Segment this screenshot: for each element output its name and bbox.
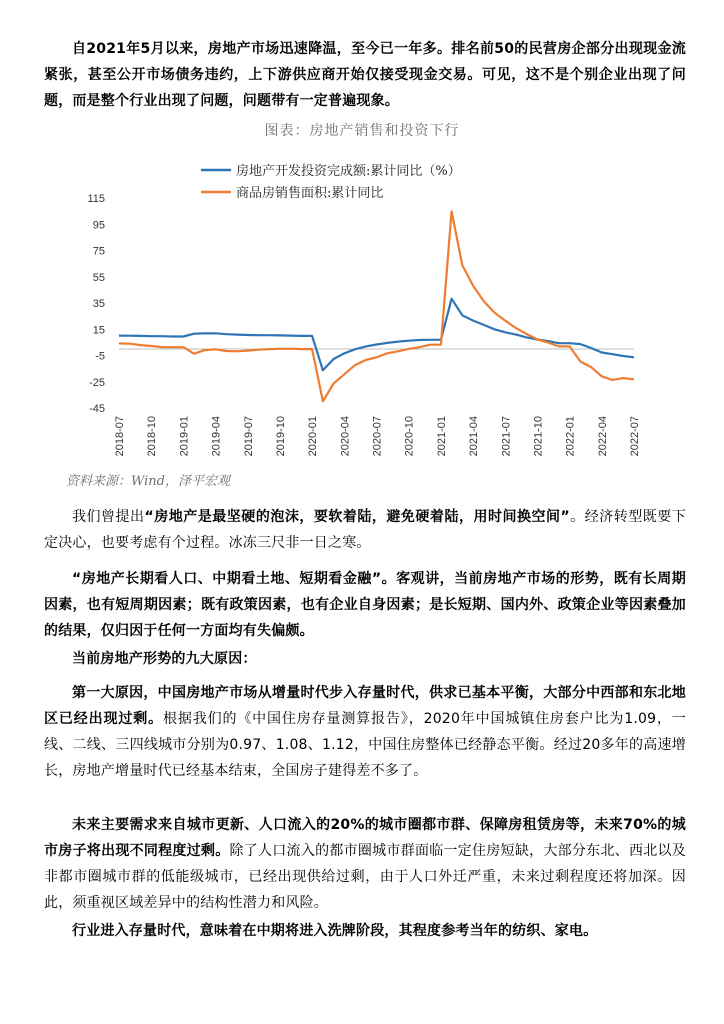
future-demand-paragraph bbox=[44, 812, 686, 916]
y-tick-label: -45 bbox=[89, 403, 105, 415]
x-tick-label: 2021-07 bbox=[500, 416, 513, 457]
y-tick-label: 55 bbox=[92, 271, 105, 284]
y-tick-label: 35 bbox=[92, 298, 105, 310]
reason-one-body-text: 根据我们的《中国住房存量测算报告》，2020年中国城镇住房套户比为1.09，一线、二线、三四线城市分别为0.97、1.08、1.12，中国住房整体已经静态平衡。经过20多年的高速增长，房地产增量时代已经基本结束，全国房子建得差不多了。 bbox=[44, 711, 686, 779]
reason-one-bold-text: 第一大原因，中国房地产市场从增量时代步入存量时代，供求已基本平衡，大部分中西部和东北地区已经出现过剩。 bbox=[44, 685, 686, 727]
x-tick-label: 2022-01 bbox=[564, 416, 577, 457]
x-tick-label: 2021-10 bbox=[532, 416, 545, 457]
x-tick-label: 2020-01 bbox=[307, 416, 320, 457]
figure-source: 资料来源：Wind，泽平宏观 bbox=[66, 474, 230, 489]
x-tick-label: 2018-07 bbox=[114, 416, 126, 457]
intro-paragraph: 自2021年5月以来，房地产市场迅速降温，至今已一年多。排名前50的民营房企部分出现现金流紧张，甚至公开市场债务违约，上下游供应商开始仅接受现金交易。可见，这不是个别企业出现了问题，而是整个行业出现了问题，问题带有一定普遍现象。 bbox=[44, 41, 686, 109]
y-tick-label: -5 bbox=[95, 350, 105, 363]
x-tick-label: 2020-10 bbox=[403, 416, 416, 457]
x-tick-label: 2019-10 bbox=[274, 416, 287, 457]
nine-reasons-heading: 当前房地产形势的九大原因： bbox=[72, 651, 257, 667]
future-demand-bold-text: 未来主要需求来自城市更新、人口流入的20%的城市圈都市群、保障房租赁房等，未来70%的城市房子将出现不同程度过剩。 bbox=[44, 817, 686, 859]
x-tick-label: 2019-01 bbox=[178, 416, 191, 457]
quote-intro-text: 我们曾提出 bbox=[72, 509, 145, 525]
line-chart bbox=[56, 148, 656, 468]
legend-label: 房地产开发投资完成额:累计同比（%） bbox=[236, 164, 461, 179]
x-tick-label: 2020-07 bbox=[371, 416, 384, 457]
y-tick-label: 15 bbox=[92, 324, 105, 337]
x-tick-label: 2021-01 bbox=[435, 416, 448, 457]
y-tick-label: 75 bbox=[92, 245, 105, 258]
x-tick-label: 2022-04 bbox=[596, 416, 609, 457]
series-line-1 bbox=[119, 299, 634, 371]
series-line-2 bbox=[119, 211, 634, 401]
y-tick-label: -25 bbox=[89, 376, 105, 389]
x-tick-label: 2020-04 bbox=[339, 416, 352, 457]
stock-era-paragraph: 行业进入存量时代，意味着在中期将进入洗牌阶段，其程度参考当年的纺织、家电。 bbox=[72, 923, 598, 939]
legend-label: 商品房销售面积:累计同比 bbox=[236, 186, 384, 201]
future-demand-body-text: 除了人口流入的都市圈城市群面临一定住房短缺，大部分东北、西北以及非都市圈城市群的低能级城市，已经出现供给过剩，由于人口外迁严重，未来过剩程度还将加深。因此，须重视区域差异中的结构性潜力和风险。 bbox=[44, 843, 686, 911]
x-tick-label: 2021-04 bbox=[468, 416, 481, 457]
quote-rest-text: 。经济转型既要下定决心，也要考虑有个过程。冰冻三尺非一日之寒。 bbox=[44, 509, 686, 551]
quote-bold-text: “房地产是最坚硬的泡沫，要软着陆，避免硬着陆，用时间换空间” bbox=[144, 509, 570, 525]
analysis-paragraph: “房地产长期看人口、中期看土地、短期看金融”。客观讲，当前房地产市场的形势，既有长周期因素，也有短周期因素；既有政策因素，也有企业自身因素；是长短期、国内外、政策企业等因素叠加的结果，仅归因于任何一方面均有失偏颇。 bbox=[44, 571, 686, 639]
x-tick-label: 2019-07 bbox=[242, 416, 255, 457]
figure-caption: 图表：房地产销售和投资下行 bbox=[264, 123, 460, 139]
quote-paragraph bbox=[44, 504, 686, 556]
y-tick-label: 115 bbox=[87, 193, 105, 205]
y-tick-label: 95 bbox=[92, 219, 105, 232]
x-tick-label: 2019-04 bbox=[210, 416, 223, 457]
reason-one-paragraph bbox=[44, 680, 686, 784]
x-tick-label: 2018-10 bbox=[146, 416, 159, 457]
x-tick-label: 2022-07 bbox=[629, 416, 641, 457]
